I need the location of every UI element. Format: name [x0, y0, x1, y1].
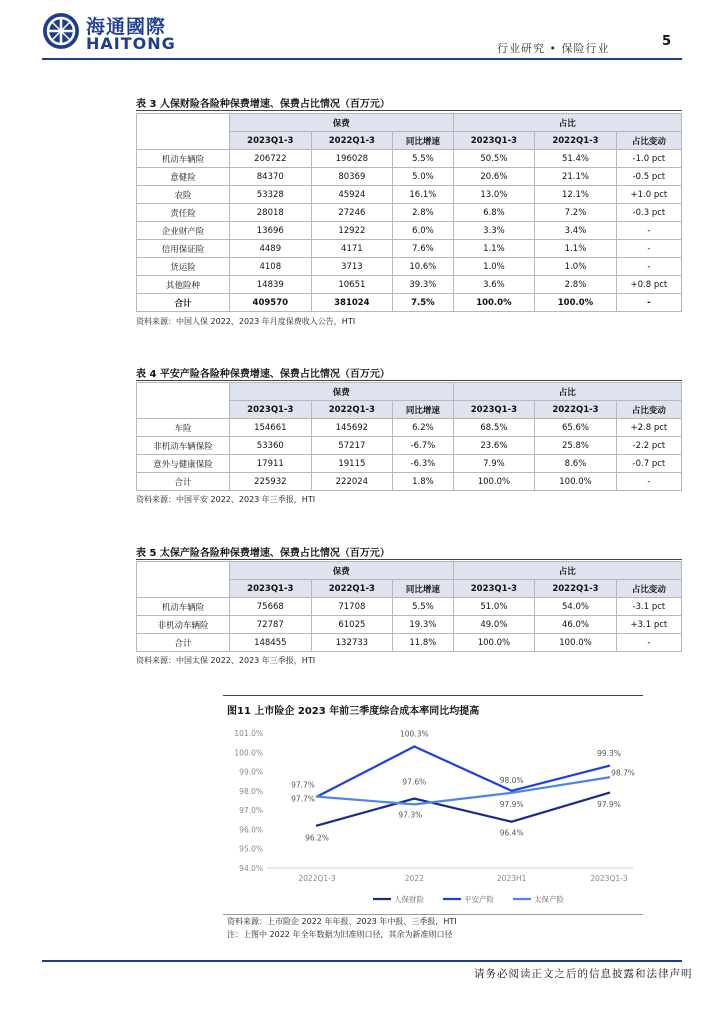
data-point — [316, 795, 318, 797]
table-cell: 4489 — [230, 240, 312, 258]
table-cell: 46.0% — [535, 616, 617, 634]
logo-english-name: HAITONG — [86, 34, 176, 53]
series-line-1 — [317, 747, 609, 797]
table-row — [137, 616, 682, 634]
table-cell: 54.0% — [535, 598, 617, 616]
corner-cell — [137, 562, 230, 598]
table-cell: 3.4% — [535, 222, 617, 240]
table-cell: 1.1% — [535, 240, 617, 258]
table-cell: 50.5% — [453, 150, 535, 168]
table-cell: 23.6% — [453, 437, 535, 455]
data-label: 96.2% — [305, 833, 329, 843]
table-cell: 7.5% — [393, 294, 453, 312]
data-label: 98.7% — [611, 768, 635, 778]
column-header: 2022Q1-3 — [311, 132, 393, 150]
row-label: 农险 — [137, 186, 230, 204]
table-cell: 80369 — [311, 168, 393, 186]
table-cell: 7.9% — [453, 455, 535, 473]
y-tick-label: 96.0% — [239, 825, 263, 835]
column-header: 占比变动 — [616, 132, 681, 150]
table-cell: 28018 — [230, 204, 312, 222]
header-rule — [42, 58, 682, 60]
header-section: 行业研究 • 保险行业 — [497, 42, 610, 55]
table-cell: 71708 — [311, 598, 393, 616]
table-cell: 10.6% — [393, 258, 453, 276]
table4-source: 资料来源：中国平安 2022、2023 年三季报，HTI — [136, 495, 316, 504]
table-row — [137, 186, 682, 204]
table4 — [136, 382, 682, 491]
table-cell: 49.0% — [453, 616, 535, 634]
table-cell: 148455 — [230, 634, 312, 652]
data-label: 99.3% — [597, 748, 621, 758]
column-header: 2022Q1-3 — [535, 580, 617, 598]
table-cell: 12.1% — [535, 186, 617, 204]
table-cell: +1.0 pct — [616, 186, 681, 204]
series-line-2 — [317, 777, 609, 804]
table-cell: 100.0% — [535, 634, 617, 652]
table-row — [137, 634, 682, 652]
table-row — [137, 222, 682, 240]
table-cell: 5.5% — [393, 150, 453, 168]
row-label: 货运险 — [137, 258, 230, 276]
column-header: 同比增速 — [393, 132, 453, 150]
x-tick-label: 2022 — [404, 874, 424, 883]
table-cell: 6.8% — [453, 204, 535, 222]
table-cell: 51.4% — [535, 150, 617, 168]
table5-title: 表 5 太保产险各险种保费增速、保费占比情况（百万元） — [136, 548, 390, 559]
data-point — [413, 745, 415, 747]
table-cell: 7.6% — [393, 240, 453, 258]
table-cell: 196028 — [311, 150, 393, 168]
header-group-share: 占比 — [453, 562, 681, 580]
data-label: 97.7% — [291, 780, 315, 790]
corner-cell — [137, 114, 230, 150]
column-header: 2022Q1-3 — [311, 401, 393, 419]
data-point — [608, 792, 610, 794]
row-label: 合计 — [137, 473, 230, 491]
x-tick-label: 2023Q1-3 — [590, 874, 628, 883]
row-label: 机动车辆险 — [137, 150, 230, 168]
table-cell: 84370 — [230, 168, 312, 186]
column-header: 同比增速 — [393, 580, 453, 598]
table-cell: 13696 — [230, 222, 312, 240]
data-label: 97.9% — [597, 799, 621, 809]
logo-chinese-name: 海通國際 — [86, 16, 167, 38]
table-cell: 3.3% — [453, 222, 535, 240]
y-tick-label: 100.0% — [234, 748, 263, 758]
table-cell: 100.0% — [453, 634, 535, 652]
table-cell: 65.6% — [535, 419, 617, 437]
table-cell: 12922 — [311, 222, 393, 240]
table-cell: +0.8 pct — [616, 276, 681, 294]
table-cell: - — [616, 240, 681, 258]
table-row — [137, 168, 682, 186]
table-cell: -6.3% — [393, 455, 453, 473]
table-cell: 6.2% — [393, 419, 453, 437]
table-cell: +2.8 pct — [616, 419, 681, 437]
data-point — [608, 765, 610, 767]
data-label: 100.3% — [400, 729, 429, 739]
table-cell: 10651 — [311, 276, 393, 294]
table4-rule — [136, 380, 682, 381]
column-header: 2023Q1-3 — [230, 132, 312, 150]
y-tick-label: 101.0% — [234, 729, 263, 738]
table-cell: 100.0% — [535, 294, 617, 312]
data-point — [510, 792, 512, 794]
row-label: 意外与健康保险 — [137, 455, 230, 473]
table-cell: - — [616, 258, 681, 276]
y-tick-label: 95.0% — [239, 844, 263, 854]
y-tick-label: 94.0% — [239, 864, 263, 873]
row-label: 非机动车辆险 — [137, 616, 230, 634]
table-cell: -6.7% — [393, 437, 453, 455]
column-header: 2023Q1-3 — [230, 580, 312, 598]
table-cell: - — [616, 634, 681, 652]
table-cell: 222024 — [311, 473, 393, 491]
column-header: 2023Q1-3 — [453, 580, 535, 598]
data-point — [413, 797, 415, 799]
table-cell: - — [616, 473, 681, 491]
row-label: 合计 — [137, 634, 230, 652]
table-cell: 1.1% — [453, 240, 535, 258]
table-row — [137, 204, 682, 222]
row-label: 车险 — [137, 419, 230, 437]
table-cell: 53360 — [230, 437, 312, 455]
table-row — [137, 473, 682, 491]
table-row — [137, 258, 682, 276]
table-cell: 11.8% — [393, 634, 453, 652]
table-cell: -1.0 pct — [616, 150, 681, 168]
table-cell: 61025 — [311, 616, 393, 634]
data-label: 97.9% — [499, 799, 524, 809]
table-cell: 45924 — [311, 186, 393, 204]
column-header: 2023Q1-3 — [453, 401, 535, 419]
table-row — [137, 455, 682, 473]
table-cell: 3713 — [311, 258, 393, 276]
y-tick-label: 99.0% — [239, 767, 263, 777]
table-row — [137, 437, 682, 455]
table-cell: 20.6% — [453, 168, 535, 186]
row-label: 信用保证险 — [137, 240, 230, 258]
table3-title: 表 3 人保财险各险种保费增速、保费占比情况（百万元） — [136, 99, 390, 110]
table-cell: - — [616, 222, 681, 240]
table-cell: 19115 — [311, 455, 393, 473]
table5-rule — [136, 559, 682, 560]
data-point — [413, 803, 415, 805]
table-cell: 39.3% — [393, 276, 453, 294]
table-cell: 14839 — [230, 276, 312, 294]
table-cell: 5.0% — [393, 168, 453, 186]
row-label: 意健险 — [137, 168, 230, 186]
table-cell: 53328 — [230, 186, 312, 204]
table-cell: 75668 — [230, 598, 312, 616]
data-label: 96.4% — [499, 828, 524, 838]
data-label: 97.6% — [402, 777, 427, 787]
table3-source: 资料来源：中国人保 2022、2023 年月度保费收入公告，HTI — [136, 317, 356, 326]
y-tick-label: 97.0% — [239, 806, 263, 816]
table-cell: 6.0% — [393, 222, 453, 240]
table-cell: 4108 — [230, 258, 312, 276]
footer-rule — [42, 960, 682, 962]
column-header: 2023Q1-3 — [230, 401, 312, 419]
table-cell: 57217 — [311, 437, 393, 455]
table-cell: 17911 — [230, 455, 312, 473]
row-label: 非机动车辆保险 — [137, 437, 230, 455]
table-cell: 100.0% — [453, 294, 535, 312]
page-number: 5 — [662, 34, 672, 49]
table-cell: 5.5% — [393, 598, 453, 616]
table-cell: 1.8% — [393, 473, 453, 491]
table-cell: 7.2% — [535, 204, 617, 222]
row-label: 其他险种 — [137, 276, 230, 294]
table5 — [136, 561, 682, 652]
x-tick-label: 2023H1 — [496, 874, 527, 883]
data-point — [316, 824, 318, 826]
header-group-premium: 保费 — [230, 114, 454, 132]
table-cell: 19.3% — [393, 616, 453, 634]
haitong-logo-icon — [42, 12, 80, 50]
data-label: 97.7% — [291, 794, 315, 804]
table4-title: 表 4 平安产险各险种保费增速、保费占比情况（百万元） — [136, 369, 390, 380]
table-cell: 1.0% — [535, 258, 617, 276]
table3-rule — [136, 110, 682, 111]
table-cell: 100.0% — [453, 473, 535, 491]
table-cell: 2.8% — [393, 204, 453, 222]
chart-title: 图11 上市险企 2023 年前三季度综合成本率同比均提高 — [227, 706, 480, 717]
table-row — [137, 598, 682, 616]
table-row — [137, 276, 682, 294]
table-cell: 68.5% — [453, 419, 535, 437]
table-cell: -3.1 pct — [616, 598, 681, 616]
table-row — [137, 294, 682, 312]
header-group-share: 占比 — [453, 114, 681, 132]
data-point — [608, 776, 610, 778]
column-header: 2022Q1-3 — [311, 580, 393, 598]
table-cell: 13.0% — [453, 186, 535, 204]
table-row — [137, 240, 682, 258]
table-cell: -0.5 pct — [616, 168, 681, 186]
legend-label: 太保产险 — [534, 895, 564, 904]
legend-label: 平安产险 — [464, 895, 494, 904]
column-header: 占比变动 — [616, 401, 681, 419]
table-cell: 21.1% — [535, 168, 617, 186]
chart-note: 注：上图中 2022 年全年数据为旧准则口径，其余为新准则口径 — [227, 930, 453, 939]
row-label: 责任险 — [137, 204, 230, 222]
table-cell: -0.7 pct — [616, 455, 681, 473]
column-header: 2022Q1-3 — [535, 401, 617, 419]
x-tick-label: 2022Q1-3 — [298, 874, 336, 883]
table-cell: -0.3 pct — [616, 204, 681, 222]
y-tick-label: 98.0% — [239, 786, 263, 796]
table-cell: 27246 — [311, 204, 393, 222]
data-label: 98.0% — [499, 775, 524, 785]
data-point — [510, 821, 512, 823]
header-group-premium: 保费 — [230, 562, 454, 580]
table-cell: 8.6% — [535, 455, 617, 473]
table-cell: 3.6% — [453, 276, 535, 294]
column-header: 占比变动 — [616, 580, 681, 598]
table-cell: 206722 — [230, 150, 312, 168]
row-label: 合计 — [137, 294, 230, 312]
table5-source: 资料来源：中国太保 2022、2023 年三季报，HTI — [136, 656, 316, 665]
table3 — [136, 113, 682, 312]
table-cell: - — [616, 294, 681, 312]
table-cell: 25.8% — [535, 437, 617, 455]
table-cell: 2.8% — [535, 276, 617, 294]
footer-disclaimer: 请务必阅读正文之后的信息披露和法律声明 — [474, 968, 693, 980]
chart-source: 资料来源：上市险企 2022 年年报、2023 年中报、三季报，HTI — [227, 917, 457, 926]
row-label: 机动车辆险 — [137, 598, 230, 616]
column-header: 同比增速 — [393, 401, 453, 419]
column-header: 2022Q1-3 — [535, 132, 617, 150]
table-cell: 381024 — [311, 294, 393, 312]
row-label: 企业财产险 — [137, 222, 230, 240]
table-cell: 1.0% — [453, 258, 535, 276]
line-chart — [223, 718, 643, 913]
table-cell: 100.0% — [535, 473, 617, 491]
table-cell: 409570 — [230, 294, 312, 312]
column-header: 2023Q1-3 — [453, 132, 535, 150]
table-cell: 16.1% — [393, 186, 453, 204]
table-row — [137, 150, 682, 168]
table-cell: 132733 — [311, 634, 393, 652]
data-label: 97.3% — [398, 810, 423, 820]
table-cell: 72787 — [230, 616, 312, 634]
table-cell: 4171 — [311, 240, 393, 258]
table-cell: 154661 — [230, 419, 312, 437]
table-cell: +3.1 pct — [616, 616, 681, 634]
table-cell: 51.0% — [453, 598, 535, 616]
legend-label: 人保财险 — [394, 895, 424, 904]
table-row — [137, 419, 682, 437]
header-group-premium: 保费 — [230, 383, 454, 401]
header-group-share: 占比 — [453, 383, 681, 401]
table-cell: 145692 — [311, 419, 393, 437]
table-cell: -2.2 pct — [616, 437, 681, 455]
corner-cell — [137, 383, 230, 419]
table-cell: 225932 — [230, 473, 312, 491]
